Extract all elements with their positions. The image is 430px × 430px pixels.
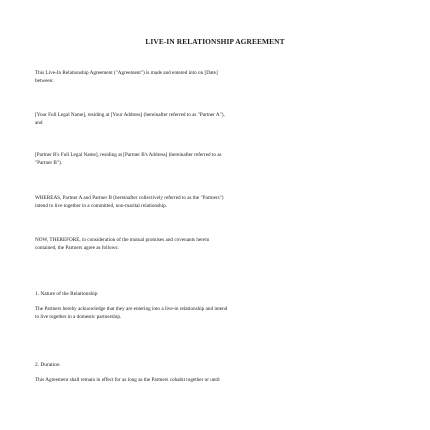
section-body: This Agreement shall remain in effect for as long as the Partners cohabit together or until [35, 377, 220, 383]
section-body: The Partners hereby acknowledge that they are entering into a live-in relationship and intend to live together in a domestic partnership. [35, 306, 228, 320]
section-heading: 1. Nature of the Relationship [35, 291, 98, 297]
section-heading: 2. Duration [35, 362, 60, 368]
partner-a-paragraph: [Your Full Legal Name], residing at [Your Address] (hereinafter referred to as "Partner A"), and [35, 112, 225, 126]
whereas-paragraph: WHEREAS, Partner A and Partner B (hereinafter collectively referred to as the "Partners") intend to live together in a committed, non-marital relationship. [35, 195, 224, 209]
partner-b-paragraph: [Partner B's Full Legal Name], residing at [Partner B's Address] (hereinafter referred to as "Partner B"). [35, 152, 222, 166]
intro-paragraph: This Live-In Relationship Agreement ("Agreement") is made and entered into on [Date] between: [35, 70, 218, 84]
therefore-paragraph: NOW, THEREFORE, in consideration of the mutual promises and covenants herein contained, the Partners agree as follows: [35, 237, 210, 251]
document-title: LIVE-IN RELATIONSHIP AGREEMENT [145, 37, 285, 46]
